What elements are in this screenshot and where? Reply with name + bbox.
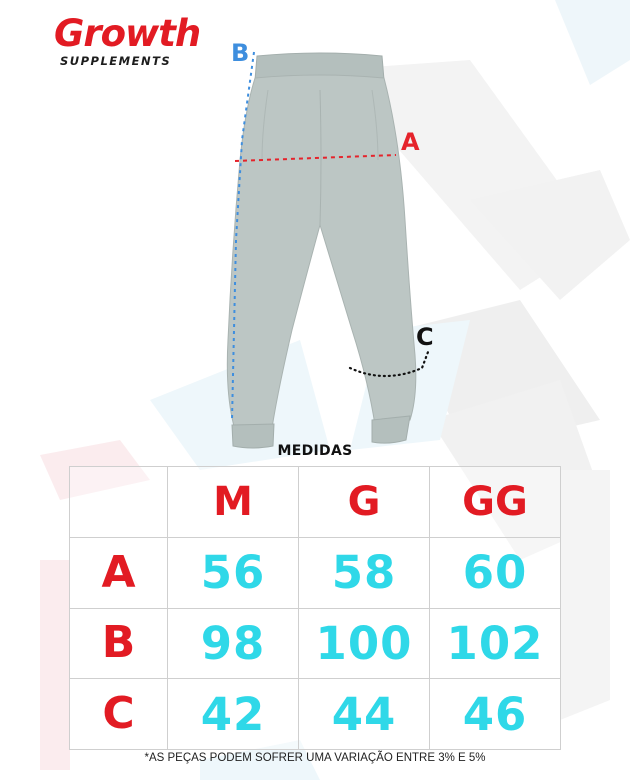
cell-b-g: 100: [299, 608, 430, 679]
row-label-c: C: [70, 679, 168, 750]
table-corner-cell: [70, 467, 168, 538]
size-table: [69, 466, 561, 750]
cell-a-gg: 60: [430, 537, 561, 608]
table-row: [70, 679, 561, 750]
table-row: [70, 537, 561, 608]
cell-c-gg: 46: [430, 679, 561, 750]
size-header-gg: GG: [430, 467, 561, 538]
variation-footnote: *AS PEÇAS PODEM SOFRER UMA VARIAÇÃO ENTRE 3% E 5%: [144, 752, 486, 764]
cell-b-gg: 102: [430, 608, 561, 679]
cell-c-m: 42: [168, 679, 299, 750]
table-row: [70, 608, 561, 679]
cell-c-g: 44: [299, 679, 430, 750]
measure-label-b: B: [231, 39, 250, 67]
table-header-row: [70, 467, 561, 538]
cell-b-m: 98: [168, 608, 299, 679]
row-label-a: A: [70, 537, 168, 608]
measure-label-c: C: [416, 323, 434, 351]
cell-a-g: 58: [299, 537, 430, 608]
size-header-m: M: [168, 467, 299, 538]
cell-a-m: 56: [168, 537, 299, 608]
logo-wordmark: Growth: [54, 12, 201, 55]
measure-label-a: A: [401, 128, 420, 156]
logo-subtitle: SUPPLEMENTS: [60, 54, 172, 68]
size-header-g: G: [299, 467, 430, 538]
table-title: MEDIDAS: [277, 443, 353, 459]
row-label-b: B: [70, 608, 168, 679]
